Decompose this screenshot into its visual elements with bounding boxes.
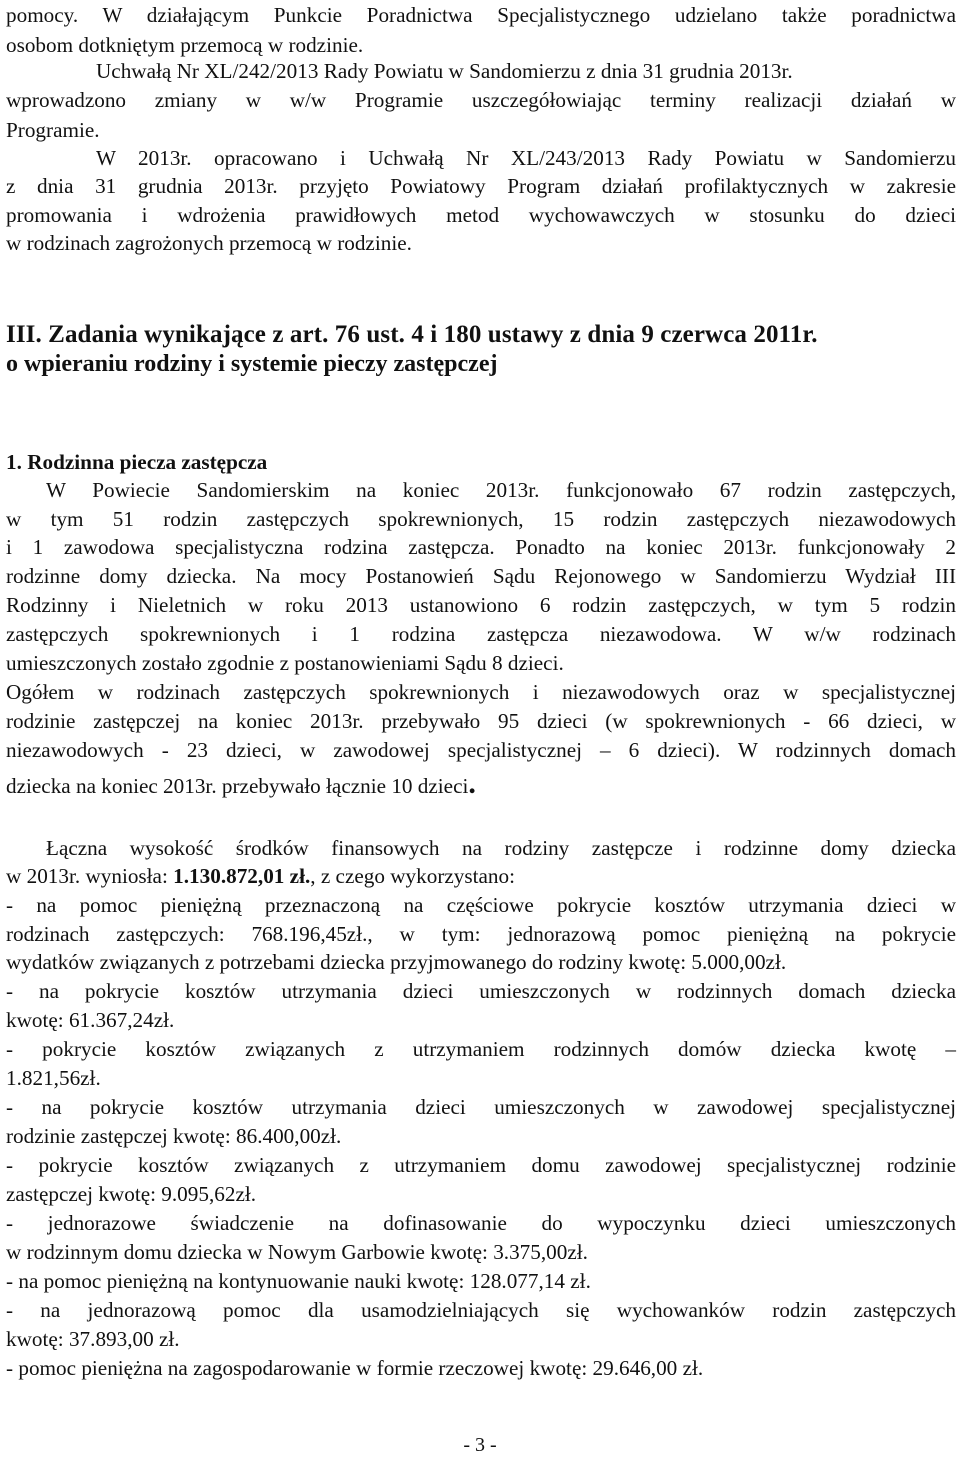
page-number: - 3 - — [463, 1434, 497, 1456]
body-line-11-text: dziecka na koniec 2013r. przebywało łącznie 10 dzieci — [6, 774, 469, 798]
funds-line-9: 1.821,56zł. — [6, 1066, 101, 1090]
funds-line-1: Łączna wysokość środków finansowych na rodziny zastępcze i rodzinne domy dziecka — [46, 836, 956, 860]
section-heading-line-1: III. Zadania wynikające z art. 76 ust. 4 i 180 ustawy z dnia 9 czerwca 2011r. — [6, 321, 818, 348]
intro-line-8: promowania i wdrożenia prawidłowych metod wychowawczych w stosunku do dzieci — [6, 203, 956, 227]
funds-line-17: - na jednorazową pomoc dla usamodzielniających się wychowanków rodzin zastępczych — [6, 1298, 956, 1322]
intro-line-7: z dnia 31 grudnia 2013r. przyjęto Powiatowy Program działań profilaktycznych w zakresie — [6, 174, 956, 198]
body-line-10: niezawodowych - 23 dzieci, w zawodowej specjalistycznej – 6 dzieci). W rodzinnych domach — [6, 738, 956, 762]
body-line-2: w tym 51 rodzin zastępczych spokrewnionych, 15 rodzin zastępczych niezawodowych — [6, 507, 956, 531]
funds-line-11: rodzinie zastępczej kwotę: 86.400,00zł. — [6, 1124, 342, 1148]
funds-line-13: zastępczej kwotę: 9.095,62zł. — [6, 1182, 257, 1206]
body-line-11 — [6, 767, 956, 801]
funds-line-2 — [6, 861, 956, 891]
funds-line-8: - pokrycie kosztów związanych z utrzymaniem rodzinnych domów dziecka kwotę – — [6, 1037, 956, 1061]
body-line-1: W Powiecie Sandomierskim na koniec 2013r. funkcjonowało 67 rodzin zastępczych, — [46, 478, 956, 502]
funds-line-19: - pomoc pieniężna na zagospodarowanie w formie rzeczowej kwotę: 29.646,00 zł. — [6, 1356, 704, 1380]
funds-line-12: - pokrycie kosztów związanych z utrzymaniem domu zawodowej specjalistycznej rodzinie — [6, 1153, 956, 1177]
body-line-7: umieszczonych zostało zgodnie z postanowieniami Sądu 8 dzieci. — [6, 651, 564, 675]
funds-total-prefix: w 2013r. wyniosła: — [6, 864, 174, 888]
body-line-4: rodzinne domy dziecka. Na mocy Postanowień Sądu Rejonowego w Sandomierzu Wydział III — [6, 564, 956, 588]
body-line-11-period: . — [468, 767, 476, 800]
funds-line-14: - jednorazowe świadczenie na dofinasowanie do wypoczynku dzieci umieszczonych — [6, 1211, 956, 1235]
funds-line-3: - na pomoc pieniężną przeznaczoną na częściowe pokrycie kosztów utrzymania dzieci w — [6, 893, 956, 917]
funds-line-7: kwotę: 61.367,24zł. — [6, 1008, 175, 1032]
funds-total-suffix: , z czego wykorzystano: — [310, 864, 516, 888]
funds-line-6: - na pokrycie kosztów utrzymania dzieci umieszczonych w rodzinnych domach dziecka — [6, 979, 956, 1003]
body-line-8: Ogółem w rodzinach zastępczych spokrewnionych i niezawodowych oraz w specjalistycznej — [6, 680, 956, 704]
body-line-3: i 1 zawodowa specjalistyczna rodzina zastępcza. Ponadto na koniec 2013r. funkcjonowały 2 — [6, 535, 956, 559]
intro-line-1: pomocy. W działającym Punkcie Poradnictwa Specjalistycznego udzielano także poradnictwa — [6, 3, 956, 27]
intro-line-2: osobom dotkniętym przemocą w rodzinie. — [6, 33, 364, 57]
funds-line-15: w rodzinnym domu dziecka w Nowym Garbowie kwotę: 3.375,00zł. — [6, 1240, 588, 1264]
intro-line-4: wprowadzono zmiany w w/w Programie uszczegółowiając terminy realizacji działań w — [6, 88, 956, 112]
funds-line-5: wydatków związanych z potrzebami dziecka przyjmowanego do rodziny kwotę: 5.000,00zł. — [6, 950, 787, 974]
intro-line-3: Uchwałą Nr XL/242/2013 Rady Powiatu w Sandomierzu z dnia 31 grudnia 2013r. — [96, 59, 793, 83]
intro-line-9: w rodzinach zagrożonych przemocą w rodzinie. — [6, 231, 412, 255]
intro-line-5: Programie. — [6, 118, 100, 142]
intro-line-6: W 2013r. opracowano i Uchwałą Nr XL/243/2013 Rady Powiatu w Sandomierzu — [96, 146, 956, 170]
body-line-5: Rodzinny i Nieletnich w roku 2013 ustanowiono 6 rodzin zastępczych, w tym 5 rodzin — [6, 593, 956, 617]
subsection-heading: 1. Rodzinna piecza zastępcza — [6, 450, 268, 474]
section-heading-line-2: o wpieraniu rodziny i systemie pieczy zastępczej — [6, 351, 498, 377]
funds-line-16: - na pomoc pieniężną na kontynuowanie nauki kwotę: 128.077,14 zł. — [6, 1269, 591, 1293]
funds-line-10: - na pokrycie kosztów utrzymania dzieci umieszczonych w zawodowej specjalistycznej — [6, 1095, 956, 1119]
funds-line-18: kwotę: 37.893,00 zł. — [6, 1327, 180, 1351]
body-line-9: rodzinie zastępczej na koniec 2013r. przebywało 95 dzieci (w spokrewnionych - 66 dzieci, w — [6, 709, 956, 733]
funds-line-4: rodzinach zastępczych: 768.196,45zł., w tym: jednorazową pomoc pieniężną na pokrycie — [6, 922, 956, 946]
body-line-6: zastępczych spokrewnionych i 1 rodzina zastępcza niezawodowa. W w/w rodzinach — [6, 622, 956, 646]
funds-total-amount: 1.130.872,01 zł. — [173, 864, 311, 888]
